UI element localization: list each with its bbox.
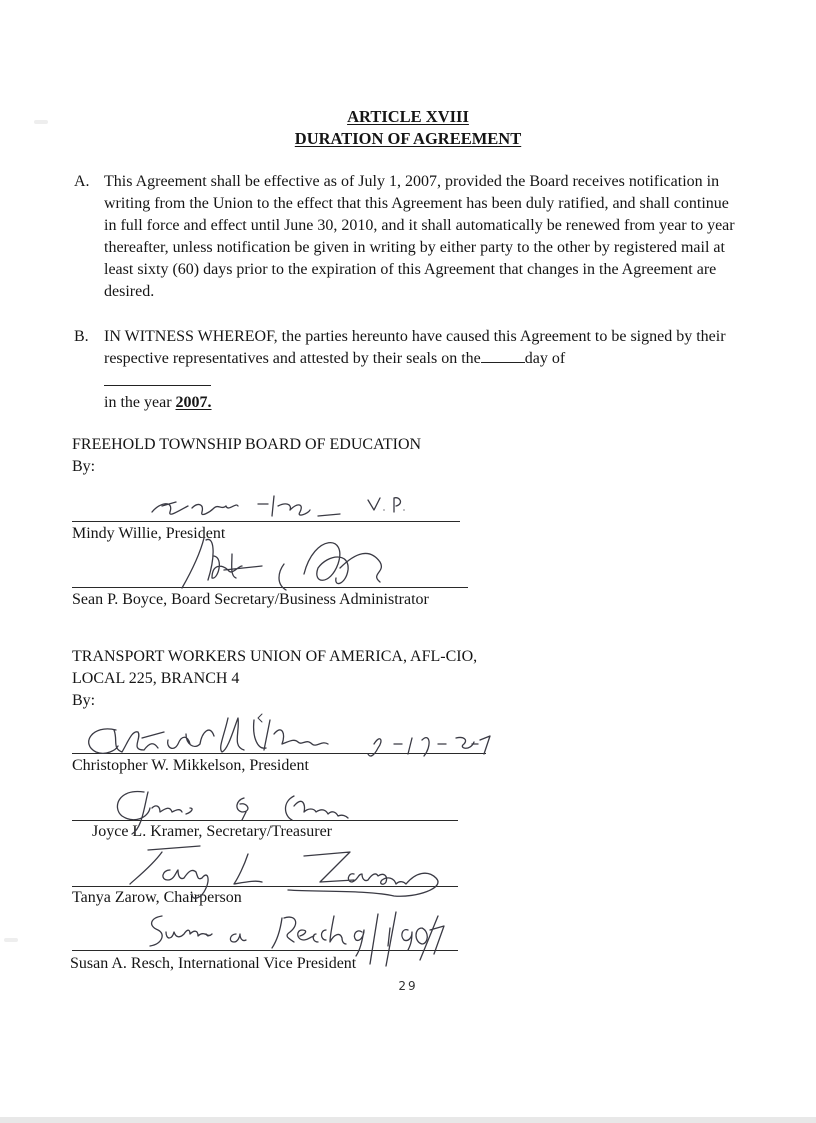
handwritten-signature-4 [108, 778, 368, 838]
day-of-text: day of [524, 350, 566, 367]
signatory-name: Tanya Zarow, Chairperson [72, 889, 242, 906]
paragraph-a [74, 171, 744, 303]
handwritten-signature-5 [118, 840, 458, 900]
signatory-name: Susan A. Resch, International Vice President [70, 955, 357, 972]
signatory-name: Joyce L. Kramer, Secretary/Treasurer [92, 823, 332, 840]
board-by-label: By: [72, 458, 96, 475]
scan-speck [34, 120, 48, 124]
witness-text: IN WITNESS WHEREOF, the parties hereunto have caused this Agreement to be signed by their respective representatives and attested by their seals on the [104, 328, 726, 367]
year-value: 2007. [175, 394, 212, 411]
paragraph-text [104, 326, 744, 370]
union-name-line2: LOCAL 225, BRANCH 4 [72, 670, 240, 687]
page-number: 29 [398, 979, 418, 993]
month-blank-line [104, 385, 211, 386]
scan-edge [0, 1117, 816, 1123]
signatory-name: Sean P. Boyce, Board Secretary/Business Administrator [72, 591, 429, 608]
handwritten-signature-2 [170, 530, 410, 600]
union-by-label: By: [72, 692, 96, 709]
signatory-name: Christopher W. Mikkelson, President [72, 757, 309, 774]
handwritten-signature-3 [72, 700, 512, 770]
signatory-name: Mindy Willie, President [72, 525, 226, 542]
board-block [72, 434, 421, 478]
article-title: DURATION OF AGREEMENT [294, 129, 522, 148]
article-heading [0, 106, 816, 150]
scan-speck [4, 938, 18, 942]
union-name-line1: TRANSPORT WORKERS UNION OF AMERICA, AFL-CIO, [72, 648, 478, 665]
handwritten-signature-6 [140, 906, 450, 976]
year-line [104, 392, 212, 414]
article-number: ARTICLE XVIII [347, 107, 469, 126]
paragraph-letter: A. [74, 173, 90, 190]
paragraph-b [74, 326, 744, 370]
year-prefix: in the year [104, 394, 172, 411]
paragraph-letter: B. [74, 328, 89, 345]
paragraph-text: This Agreement shall be effective as of July 1, 2007, provided the Board receives notification in writing from the Union to the effect that this Agreement has been duly ratified, and shall continue in full force and effect until June 30, 2010, and it shall automatically be renewed from year to year thereafter, unless notification be given in writing by either party to the other by registered mail at least sixty (60) days prior to the expiration of this Agreement that changes in the Agreement are desired. [104, 173, 735, 300]
board-name: FREEHOLD TOWNSHIP BOARD OF EDUCATION [72, 436, 422, 453]
day-blank-line [481, 348, 525, 363]
handwritten-signature-1 [140, 490, 380, 530]
